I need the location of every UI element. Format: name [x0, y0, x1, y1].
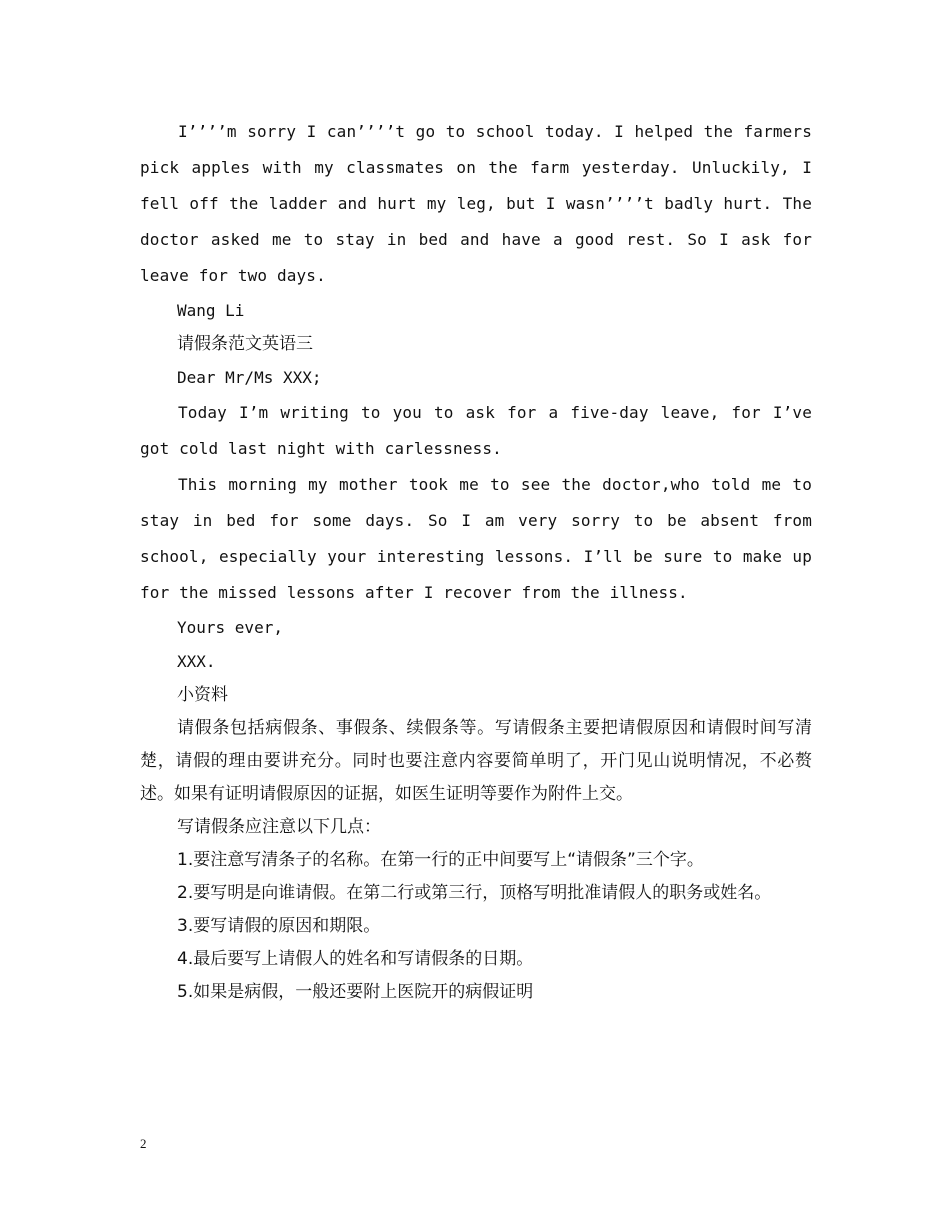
section-heading-notes: 小资料	[177, 685, 228, 705]
document-body	[140, 114, 812, 1009]
letter-signature: XXX.	[177, 652, 216, 671]
tips-heading: 写请假条应注意以下几点：	[177, 817, 381, 837]
notes-paragraph: 请假条包括病假条、事假条、续假条等。写请假条主要把请假原因和请假时间写清楚，请假的理由要讲充分。同时也要注意内容要简单明了，开门见山说明情况，不必赘述。如果有证明请假原因的证据，如医生证明等要作为附件上交。	[140, 718, 812, 804]
tip-item-2: 2.要写明是向谁请假。在第二行或第三行，顶格写明批准请假人的职务或姓名。	[177, 883, 772, 903]
page-number: 2	[140, 1136, 147, 1151]
tip-item-5: 5.如果是病假，一般还要附上医院开的病假证明	[177, 982, 534, 1002]
signature-wang-li: Wang Li	[177, 301, 245, 320]
letter-salutation: Dear Mr/Ms XXX;	[177, 368, 322, 387]
section-heading-sample-three: 请假条范文英语三	[177, 334, 313, 354]
letter-paragraph-sick-leave: I’’’’m sorry I can’’’’t go to school today. I helped the farmers pick apples with my classmates on the farm yesterday. Unluckily, I fell off the ladder and hurt my leg, but I wasn’’’’t badly hurt. The doctor asked me to stay in bed and have a good rest. So I ask for leave for two days.	[140, 122, 812, 285]
letter-paragraph-doctor-visit: This morning my mother took me to see the doctor,who told me to stay in bed for some days. So I am very sorry to be absent from school, especially your interesting lessons. I’ll be sure to make up for the missed lessons after I recover from the illness.	[140, 475, 812, 602]
tip-item-1: 1.要注意写清条子的名称。在第一行的正中间要写上“请假条”三个字。	[177, 850, 704, 870]
letter-closing: Yours ever,	[177, 618, 283, 637]
letter-paragraph-request: Today I’m writing to you to ask for a five-day leave, for I’ve got cold last night with carlessness.	[140, 403, 812, 458]
tip-item-3: 3.要写请假的原因和期限。	[177, 916, 381, 936]
tip-item-4: 4.最后要写上请假人的姓名和写请假条的日期。	[177, 949, 534, 969]
